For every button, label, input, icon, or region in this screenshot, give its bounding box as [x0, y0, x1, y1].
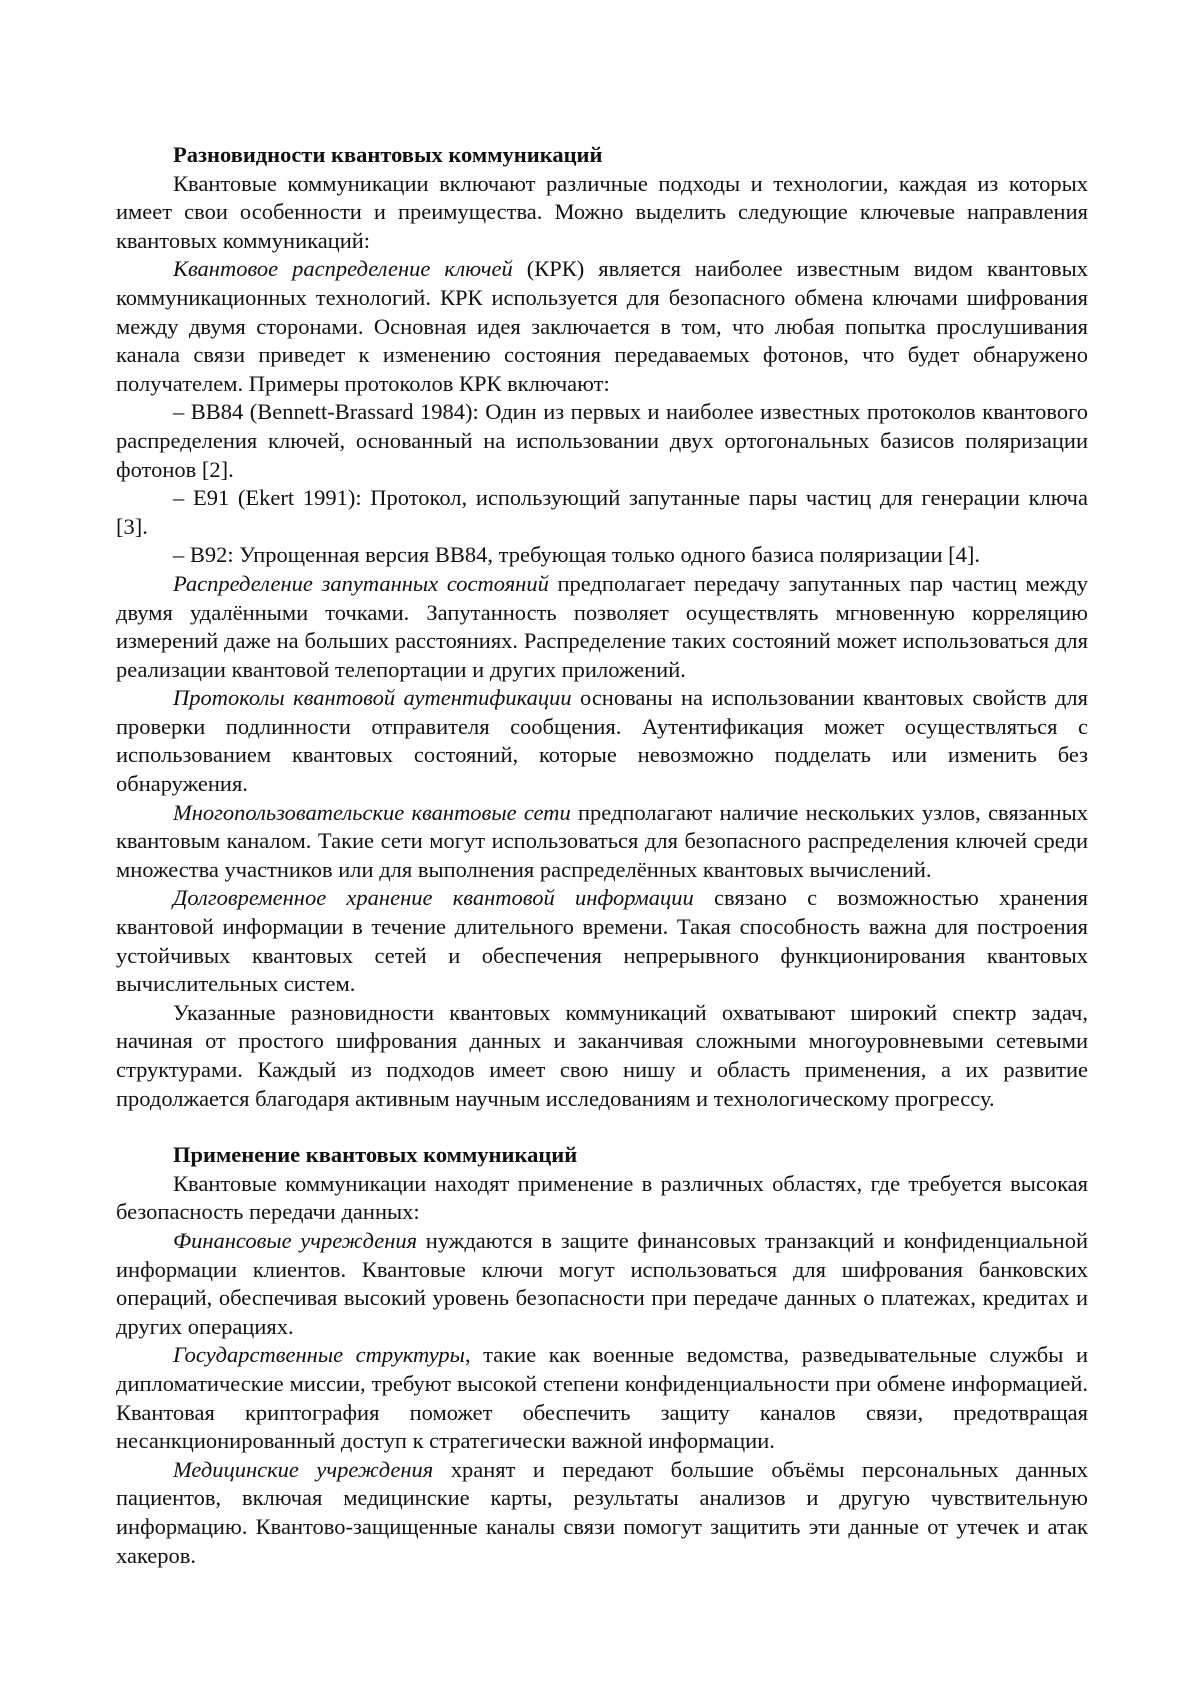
list-item-e91: – E91 (Ekert 1991): Протокол, использующий запутанные пары частиц для генерации ключа [3]. [116, 485, 1088, 539]
text-storage: связано с возможностью хранения квантовой информации в течение длительного времени. Такая способность важна для построения устойчивых квантовых сетей и обеспечения непрерывного функционирования квантовых вычислительных систем. [116, 885, 1089, 997]
section-heading-varieties: Разновидности квантовых коммуникаций [173, 142, 603, 167]
paragraph-qkd [116, 255, 1088, 398]
paragraph-multiuser [116, 799, 1088, 885]
text-multiuser: предполагают наличие нескольких узлов, связанных квантовым каналом. Такие сети могут использоваться для безопасного распределения ключей среди множества участников или для выполнения распределённых квантовых вычислений. [116, 799, 1088, 882]
paragraph-intro: Квантовые коммуникации включают различные подходы и технологии, каждая из которых имеет свои особенности и преимущества. Можно выделить следующие ключевые направления квантовых коммуникаций: [116, 170, 1088, 253]
term-storage: Долговременное хранение квантовой информации [173, 885, 694, 911]
paragraph-storage [116, 884, 1088, 998]
text-entanglement: предполагает передачу запутанных пар частиц между двумя удалёнными точками. Запутанность позволяет осуществлять мгновенную корреляцию измерений даже на больших расстояниях. Распределение таких состояний может использоваться для реализации квантовой телепортации и других приложений. [116, 570, 1088, 682]
text-finance: нуждаются в защите финансовых транзакций и конфиденциальной информации клиентов. Квантовые ключи могут использоваться для шифрования банковских операций, обеспечивая высокий уровень безопасности при передаче данных о платежах, кредитах и других операциях. [116, 1227, 1088, 1339]
paragraph-applications-intro: Квантовые коммуникации находят применение в различных областях, где требуется высокая безопасность передачи данных: [116, 1170, 1088, 1225]
text-government: , такие как военные ведомства, разведывательные службы и дипломатические миссии, требуют высокой степени конфиденциальности при обмене информацией. Квантовая криптография поможет обеспечить защиту каналов связи, предотвращая несанкционированный доступ к стратегически важной информации. [116, 1342, 1089, 1454]
list-item-bb84: – BB84 (Bennett-Brassard 1984): Один из первых и наиболее известных протоколов квантового распределения ключей, основанный на использовании двух ортогональных базисов поляризации фотонов [2]. [116, 399, 1088, 482]
document-page [116, 141, 1088, 1570]
term-multiuser: Многопользовательские квантовые сети [173, 799, 571, 825]
paragraph-conclusion: Указанные разновидности квантовых коммуникаций охватывают широкий спектр задач, начиная от простого шифрования данных и заканчивая сложными многоуровневыми сетевыми структурами. Каждый из подходов имеет свою нишу и область применения, а их развитие продолжается благодаря активным научным исследованиям и технологическому прогрессу. [116, 999, 1088, 1111]
text-authentication: основаны на использовании квантовых свойств для проверки подлинности отправителя сообщения. Аутентификация может осуществляться с использованием квантовых состояний, которые невозможно подделать или изменить без обнаружения. [116, 685, 1088, 797]
text-medical: хранят и передают большие объёмы персональных данных пациентов, включая медицинские карты, результаты анализов и другую чувствительную информацию. Квантово-защищенные каналы связи помогут защитить эти данные от утечек и атак хакеров. [116, 1456, 1088, 1568]
term-medical: Медицинские учреждения [173, 1456, 434, 1482]
term-finance: Финансовые учреждения [173, 1227, 418, 1253]
list-item-b92: – B92: Упрощенная версия BB84, требующая только одного базиса поляризации [4]. [173, 542, 980, 568]
section-heading-applications: Применение квантовых коммуникаций [173, 1142, 578, 1168]
term-government: Государственные структуры [173, 1342, 465, 1368]
section-spacer [116, 1113, 1088, 1141]
term-entanglement: Распределение запутанных состояний [173, 570, 549, 596]
term-qkd: Квантовое распределение ключей [173, 256, 513, 282]
paragraph-finance [116, 1227, 1088, 1341]
text-qkd: (КРК) является наиболее известным видом квантовых коммуникационных технологий. КРК используется для безопасного обмена ключами шифрования между двумя сторонами. Основная идея заключается в том, что любая попытка прослушивания канала связи приведет к изменению состояния передаваемых фотонов, что будет обнаружено получателем. Примеры протоколов КРК включают: [116, 256, 1089, 396]
paragraph-medical [116, 1456, 1088, 1570]
paragraph-government [116, 1341, 1088, 1455]
paragraph-entanglement [116, 570, 1088, 684]
term-authentication: Протоколы квантовой аутентификации [173, 685, 572, 711]
paragraph-authentication [116, 684, 1088, 798]
